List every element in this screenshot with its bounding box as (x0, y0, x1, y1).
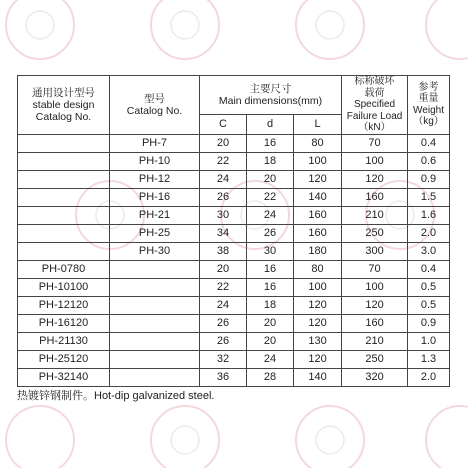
cell-load: 250 (342, 350, 408, 368)
header-load-zh1: 标称破坏 (354, 76, 395, 87)
cell-model (110, 332, 200, 350)
cell-l: 100 (294, 152, 342, 170)
cell-design (18, 170, 110, 188)
cell-c: 38 (200, 242, 247, 260)
cell-design (18, 152, 110, 170)
cell-c: 26 (200, 332, 247, 350)
table-row (18, 206, 450, 224)
cell-l: 160 (294, 206, 342, 224)
cell-d: 20 (247, 332, 294, 350)
header-load-unit: （kN） (358, 122, 391, 133)
cell-l: 160 (294, 224, 342, 242)
table-row (18, 152, 450, 170)
header-load-en1: Specified (353, 99, 396, 110)
cell-d: 26 (247, 224, 294, 242)
cell-model (110, 350, 200, 368)
cell-model (110, 278, 200, 296)
cell-d: 28 (247, 368, 294, 386)
spec-table (17, 75, 450, 387)
header-model-en: Catalog No. (126, 104, 183, 117)
cell-design: PH-16120 (18, 314, 110, 332)
cell-load: 100 (342, 278, 408, 296)
cell-l: 100 (294, 278, 342, 296)
cell-load: 160 (342, 314, 408, 332)
cell-d: 16 (247, 134, 294, 152)
cell-l: 120 (294, 314, 342, 332)
header-dims-en: Main dimensions(mm) (218, 95, 323, 108)
cell-l: 140 (294, 188, 342, 206)
cell-design (18, 224, 110, 242)
cell-weight: 2.0 (408, 224, 450, 242)
header-design-zh: 通用设计型号 (32, 86, 95, 99)
cell-c: 20 (200, 260, 247, 278)
cell-model (110, 296, 200, 314)
cell-c: 22 (200, 152, 247, 170)
header-load-zh2: 载荷 (364, 87, 385, 99)
cell-load: 160 (342, 188, 408, 206)
cell-load: 300 (342, 242, 408, 260)
cell-design (18, 242, 110, 260)
header-weight-en: Weight (413, 104, 444, 116)
cell-model (110, 314, 200, 332)
cell-design (18, 188, 110, 206)
table-row (18, 350, 450, 368)
cell-l: 120 (294, 296, 342, 314)
cell-model: PH-16 (110, 188, 200, 206)
cell-model: PH-12 (110, 170, 200, 188)
cell-load: 120 (342, 170, 408, 188)
cell-load: 70 (342, 134, 408, 152)
cell-design: PH-32140 (18, 368, 110, 386)
cell-l: 140 (294, 368, 342, 386)
cell-c: 24 (200, 170, 247, 188)
cell-weight: 0.5 (408, 296, 450, 314)
cell-model: PH-21 (110, 206, 200, 224)
table-row (18, 224, 450, 242)
cell-load: 250 (342, 224, 408, 242)
cell-d: 30 (247, 242, 294, 260)
cell-d: 18 (247, 152, 294, 170)
cell-load: 100 (342, 152, 408, 170)
cell-weight: 1.3 (408, 350, 450, 368)
header-weight-unit: （kg） (413, 116, 444, 128)
header-failure-load (342, 76, 408, 135)
cell-d: 16 (247, 260, 294, 278)
cell-c: 26 (200, 314, 247, 332)
cell-l: 120 (294, 350, 342, 368)
cell-l: 180 (294, 242, 342, 260)
cell-weight: 0.9 (408, 314, 450, 332)
header-design-en1: stable design (32, 98, 95, 111)
cell-load: 210 (342, 332, 408, 350)
header-weight-zh2: 重量 (418, 93, 439, 105)
cell-l: 80 (294, 134, 342, 152)
cell-l: 120 (294, 170, 342, 188)
cell-c: 20 (200, 134, 247, 152)
header-weight (408, 76, 450, 135)
cell-weight: 0.4 (408, 134, 450, 152)
header-design-catalog (18, 76, 110, 135)
header-col-l: L (294, 115, 342, 134)
cell-weight: 0.5 (408, 278, 450, 296)
cell-c: 32 (200, 350, 247, 368)
cell-model (110, 260, 200, 278)
table-row (18, 170, 450, 188)
table-row (18, 260, 450, 278)
table-row (18, 134, 450, 152)
header-dims-zh: 主要尺寸 (249, 83, 292, 96)
cell-l: 80 (294, 260, 342, 278)
cell-weight: 0.9 (408, 170, 450, 188)
cell-model: PH-30 (110, 242, 200, 260)
header-model-catalog (110, 76, 200, 135)
header-load-en2: Failure Load (346, 110, 403, 122)
cell-c: 22 (200, 278, 247, 296)
header-design-en2: Catalog No. (35, 110, 92, 123)
spec-table-container (17, 75, 449, 387)
cell-weight: 1.6 (408, 206, 450, 224)
cell-weight: 2.0 (408, 368, 450, 386)
cell-design (18, 206, 110, 224)
table-row (18, 332, 450, 350)
cell-model: PH-10 (110, 152, 200, 170)
header-weight-zh1: 参考 (418, 81, 439, 93)
cell-c: 26 (200, 188, 247, 206)
cell-d: 20 (247, 170, 294, 188)
cell-c: 36 (200, 368, 247, 386)
cell-model: PH-7 (110, 134, 200, 152)
cell-c: 24 (200, 296, 247, 314)
cell-design: PH-12120 (18, 296, 110, 314)
cell-d: 20 (247, 314, 294, 332)
cell-d: 18 (247, 296, 294, 314)
table-row (18, 242, 450, 260)
table-row (18, 314, 450, 332)
cell-design: PH-25120 (18, 350, 110, 368)
cell-design: PH-10100 (18, 278, 110, 296)
header-col-c: C (200, 115, 247, 134)
cell-weight: 1.5 (408, 188, 450, 206)
cell-load: 120 (342, 296, 408, 314)
table-row (18, 188, 450, 206)
cell-model: PH-25 (110, 224, 200, 242)
cell-model (110, 368, 200, 386)
cell-weight: 3.0 (408, 242, 450, 260)
cell-load: 70 (342, 260, 408, 278)
cell-l: 130 (294, 332, 342, 350)
footnote: 热镀锌钢制件。Hot-dip galvanized steel. (17, 390, 215, 402)
cell-weight: 0.6 (408, 152, 450, 170)
header-col-d: d (247, 115, 294, 134)
cell-d: 16 (247, 278, 294, 296)
header-model-zh: 型号 (144, 92, 165, 105)
cell-design: PH-0780 (18, 260, 110, 278)
cell-load: 210 (342, 206, 408, 224)
cell-weight: 1.0 (408, 332, 450, 350)
cell-d: 24 (247, 350, 294, 368)
cell-design: PH-21130 (18, 332, 110, 350)
cell-c: 34 (200, 224, 247, 242)
table-row (18, 278, 450, 296)
table-row (18, 296, 450, 314)
cell-d: 22 (247, 188, 294, 206)
cell-design (18, 134, 110, 152)
header-main-dimensions (200, 76, 342, 115)
cell-weight: 0.4 (408, 260, 450, 278)
cell-d: 24 (247, 206, 294, 224)
cell-c: 30 (200, 206, 247, 224)
table-row (18, 368, 450, 386)
cell-load: 320 (342, 368, 408, 386)
